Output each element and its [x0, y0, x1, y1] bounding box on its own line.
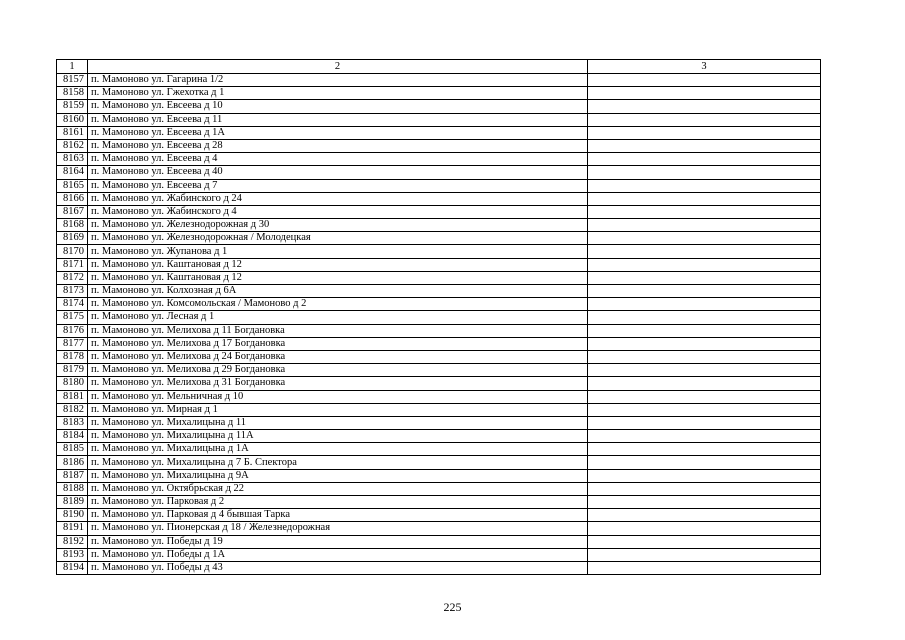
- row-number-cell: 8188: [57, 482, 88, 495]
- row-number-cell: 8165: [57, 179, 88, 192]
- table-row: [57, 337, 821, 350]
- table-row: [57, 535, 821, 548]
- row-number-cell: 8193: [57, 548, 88, 561]
- column-3-cell: [588, 166, 821, 179]
- row-number-cell: 8167: [57, 205, 88, 218]
- table-row: [57, 377, 821, 390]
- column-3-cell: [588, 298, 821, 311]
- address-cell: п. Мамоново ул. Железнодорожная д 30: [88, 219, 588, 232]
- table-row: [57, 403, 821, 416]
- column-3-cell: [588, 100, 821, 113]
- column-3-cell: [588, 350, 821, 363]
- row-number-cell: 8168: [57, 219, 88, 232]
- address-cell: п. Мамоново ул. Лесная д 1: [88, 311, 588, 324]
- column-3-cell: [588, 482, 821, 495]
- address-cell: п. Мамоново ул. Евсеева д 10: [88, 100, 588, 113]
- address-cell: п. Мамоново ул. Мелихова д 31 Богдановка: [88, 377, 588, 390]
- column-3-cell: [588, 205, 821, 218]
- table-row: [57, 443, 821, 456]
- row-number-cell: 8192: [57, 535, 88, 548]
- address-cell: п. Мамоново ул. Жабинского д 24: [88, 192, 588, 205]
- row-number-cell: 8183: [57, 416, 88, 429]
- column-3-cell: [588, 561, 821, 574]
- column-3-cell: [588, 126, 821, 139]
- row-number-cell: 8191: [57, 522, 88, 535]
- column-3-cell: [588, 377, 821, 390]
- address-cell: п. Мамоново ул. Мелихова д 11 Богдановка: [88, 324, 588, 337]
- address-cell: п. Мамоново ул. Михалицына д 7 Б. Спектора: [88, 456, 588, 469]
- address-cell: п. Мамоново ул. Евсеева д 28: [88, 139, 588, 152]
- address-cell: п. Мамоново ул. Гагарина 1/2: [88, 74, 588, 87]
- address-cell: п. Мамоново ул. Евсеева д 1А: [88, 126, 588, 139]
- column-3-cell: [588, 219, 821, 232]
- column-3-cell: [588, 509, 821, 522]
- address-cell: п. Мамоново ул. Колхозная д 6А: [88, 285, 588, 298]
- address-cell: п. Мамоново ул. Михалицына д 11: [88, 416, 588, 429]
- row-number-cell: 8172: [57, 271, 88, 284]
- table-row: [57, 390, 821, 403]
- table-row: [57, 166, 821, 179]
- row-number-cell: 8166: [57, 192, 88, 205]
- row-number-cell: 8170: [57, 245, 88, 258]
- column-3-cell: [588, 403, 821, 416]
- table-row: [57, 126, 821, 139]
- address-cell: п. Мамоново ул. Каштановая д 12: [88, 258, 588, 271]
- row-number-cell: 8171: [57, 258, 88, 271]
- column-3-cell: [588, 390, 821, 403]
- row-number-cell: 8184: [57, 430, 88, 443]
- column-3-cell: [588, 271, 821, 284]
- address-table-body: [57, 60, 821, 575]
- column-3-cell: [588, 258, 821, 271]
- table-row: [57, 100, 821, 113]
- row-number-cell: 8194: [57, 561, 88, 574]
- row-number-cell: 8179: [57, 364, 88, 377]
- table-row: [57, 509, 821, 522]
- address-cell: п. Мамоново ул. Гжехотка д 1: [88, 87, 588, 100]
- table-row: [57, 456, 821, 469]
- column-3-cell: [588, 245, 821, 258]
- row-number-cell: 8186: [57, 456, 88, 469]
- row-number-cell: 8157: [57, 74, 88, 87]
- address-cell: п. Мамоново ул. Мелихова д 24 Богдановка: [88, 350, 588, 363]
- address-cell: п. Мамоново ул. Евсеева д 4: [88, 153, 588, 166]
- address-cell: п. Мамоново ул. Парковая д 4 бывшая Тарка: [88, 509, 588, 522]
- row-number-cell: 8169: [57, 232, 88, 245]
- table-row: [57, 153, 821, 166]
- address-cell: п. Мамоново ул. Евсеева д 7: [88, 179, 588, 192]
- table-row: [57, 205, 821, 218]
- column-3-cell: [588, 430, 821, 443]
- table-row: [57, 192, 821, 205]
- column-3-cell: [588, 416, 821, 429]
- column-3-cell: [588, 232, 821, 245]
- address-cell: п. Мамоново ул. Победы д 1А: [88, 548, 588, 561]
- table-row: [57, 548, 821, 561]
- column-3-cell: [588, 496, 821, 509]
- row-number-cell: 8159: [57, 100, 88, 113]
- row-number-cell: 8173: [57, 285, 88, 298]
- address-cell: п. Мамоново ул. Пионерская д 18 / Железнедорожная: [88, 522, 588, 535]
- row-number-cell: 8164: [57, 166, 88, 179]
- table-row: [57, 350, 821, 363]
- column-3-cell: [588, 337, 821, 350]
- column-3-cell: [588, 113, 821, 126]
- address-cell: п. Мамоново ул. Евсеева д 11: [88, 113, 588, 126]
- address-cell: п. Мамоново ул. Парковая д 2: [88, 496, 588, 509]
- column-3-cell: [588, 522, 821, 535]
- address-table: [56, 59, 821, 575]
- column-3-cell: [588, 364, 821, 377]
- row-number-cell: 8162: [57, 139, 88, 152]
- row-number-cell: 8180: [57, 377, 88, 390]
- row-number-cell: 8182: [57, 403, 88, 416]
- address-cell: п. Мамоново ул. Каштановая д 12: [88, 271, 588, 284]
- table-row: [57, 245, 821, 258]
- address-cell: п. Мамоново ул. Михалицына д 9А: [88, 469, 588, 482]
- row-number-cell: 8160: [57, 113, 88, 126]
- row-number-cell: 8176: [57, 324, 88, 337]
- table-row: [57, 469, 821, 482]
- row-number-cell: 8177: [57, 337, 88, 350]
- table-row: [57, 482, 821, 495]
- table-row: [57, 522, 821, 535]
- column-3-cell: [588, 469, 821, 482]
- table-row: [57, 113, 821, 126]
- table-row: [57, 271, 821, 284]
- column-3-cell: [588, 311, 821, 324]
- row-number-cell: 8178: [57, 350, 88, 363]
- row-number-cell: 8185: [57, 443, 88, 456]
- table-row: [57, 258, 821, 271]
- address-cell: п. Мамоново ул. Михалицына д 11А: [88, 430, 588, 443]
- table-row: [57, 364, 821, 377]
- address-cell: п. Мамоново ул. Мелихова д 29 Богдановка: [88, 364, 588, 377]
- address-cell: п. Мамоново ул. Мелихова д 17 Богдановка: [88, 337, 588, 350]
- address-cell: п. Мамоново ул. Мирная д 1: [88, 403, 588, 416]
- column-header-3: 3: [588, 60, 821, 74]
- address-cell: п. Мамоново ул. Жупанова д 1: [88, 245, 588, 258]
- table-row: [57, 298, 821, 311]
- table-row: [57, 561, 821, 574]
- column-header-2: 2: [88, 60, 588, 74]
- table-row: [57, 179, 821, 192]
- table-row: [57, 285, 821, 298]
- row-number-cell: 8163: [57, 153, 88, 166]
- address-cell: п. Мамоново ул. Михалицына д 1А: [88, 443, 588, 456]
- table-row: [57, 232, 821, 245]
- page-number: 225: [443, 600, 462, 614]
- column-3-cell: [588, 535, 821, 548]
- column-header-1: 1: [57, 60, 88, 74]
- row-number-cell: 8189: [57, 496, 88, 509]
- row-number-cell: 8174: [57, 298, 88, 311]
- address-cell: п. Мамоново ул. Октябрьская д 22: [88, 482, 588, 495]
- column-3-cell: [588, 548, 821, 561]
- table-row: [57, 430, 821, 443]
- address-cell: п. Мамоново ул. Евсеева д 40: [88, 166, 588, 179]
- table-row: [57, 324, 821, 337]
- address-cell: п. Мамоново ул. Победы д 43: [88, 561, 588, 574]
- address-cell: п. Мамоново ул. Жабинского д 4: [88, 205, 588, 218]
- column-3-cell: [588, 87, 821, 100]
- column-3-cell: [588, 443, 821, 456]
- address-cell: п. Мамоново ул. Победы д 19: [88, 535, 588, 548]
- row-number-cell: 8161: [57, 126, 88, 139]
- row-number-cell: 8190: [57, 509, 88, 522]
- column-3-cell: [588, 74, 821, 87]
- column-3-cell: [588, 285, 821, 298]
- row-number-cell: 8181: [57, 390, 88, 403]
- table-row: [57, 416, 821, 429]
- address-cell: п. Мамоново ул. Комсомольская / Мамоново д 2: [88, 298, 588, 311]
- table-row: [57, 219, 821, 232]
- table-row: [57, 139, 821, 152]
- table-header-row: [57, 60, 821, 74]
- row-number-cell: 8187: [57, 469, 88, 482]
- column-3-cell: [588, 139, 821, 152]
- column-3-cell: [588, 192, 821, 205]
- row-number-cell: 8175: [57, 311, 88, 324]
- column-3-cell: [588, 324, 821, 337]
- table-row: [57, 87, 821, 100]
- table-row: [57, 74, 821, 87]
- table-row: [57, 311, 821, 324]
- address-cell: п. Мамоново ул. Мельничная д 10: [88, 390, 588, 403]
- table-row: [57, 496, 821, 509]
- column-3-cell: [588, 179, 821, 192]
- row-number-cell: 8158: [57, 87, 88, 100]
- address-cell: п. Мамоново ул. Железнодорожная / Молодецкая: [88, 232, 588, 245]
- column-3-cell: [588, 456, 821, 469]
- column-3-cell: [588, 153, 821, 166]
